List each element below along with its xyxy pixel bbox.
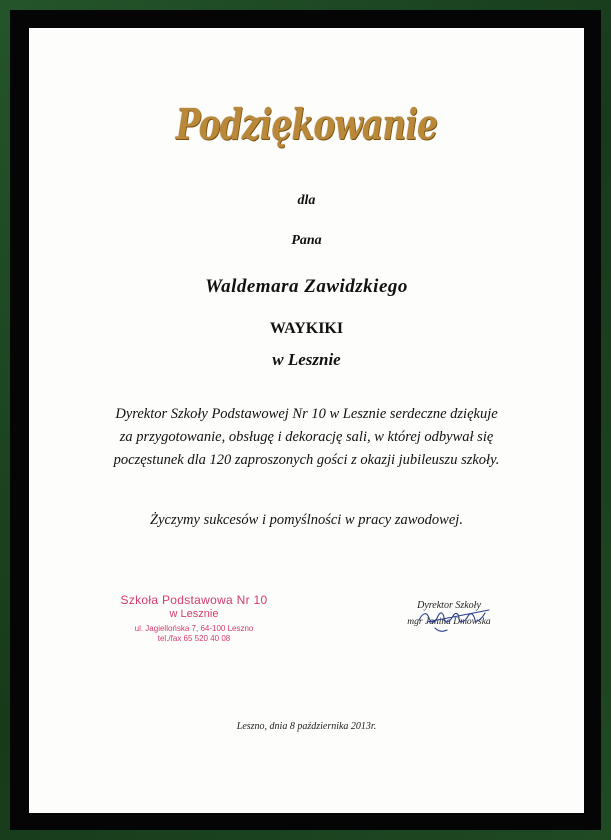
paragraph-line: Dyrektor Szkoły Podstawowej Nr 10 w Lesznie serdeczne dziękuje [115, 406, 498, 422]
thanks-paragraph [29, 403, 584, 472]
stamp-city: w Lesznie [169, 608, 219, 620]
paragraph-line: poczęstunek dla 120 zaproszonych gości z okazji jubileuszu szkoły. [113, 452, 500, 468]
salutation: Pana [291, 233, 322, 248]
director-title: Dyrektor Szkoły [417, 600, 481, 611]
recipient-name: Waldemara Zawidzkiego [205, 276, 408, 297]
paragraph-line: za przygotowanie, obsługę i dekorację sali, w której odbywał się [119, 429, 494, 445]
school-stamp [114, 593, 274, 643]
stamp-phone: tel./fax 65 520 40 08 [157, 634, 231, 643]
handwritten-signature [397, 598, 507, 638]
stamp-address: ul. Jagiellońska 7, 64-100 Leszno [134, 624, 254, 633]
certificate-paper [29, 28, 584, 813]
company-name: WAYKIKI [269, 320, 344, 337]
stamp-school-name: Szkoła Podstawowa Nr 10 [120, 593, 268, 607]
director-name: mgr Janina Dmowska [407, 617, 491, 627]
certificate-title: Podziękowanie [175, 100, 438, 149]
company-city: w Lesznie [272, 350, 341, 369]
for-label: dla [297, 193, 316, 208]
issue-date: Leszno, dnia 8 października 2013r. [236, 721, 377, 732]
wishes-text: Życzymy sukcesów i pomyślności w pracy zawodowej. [150, 512, 463, 528]
